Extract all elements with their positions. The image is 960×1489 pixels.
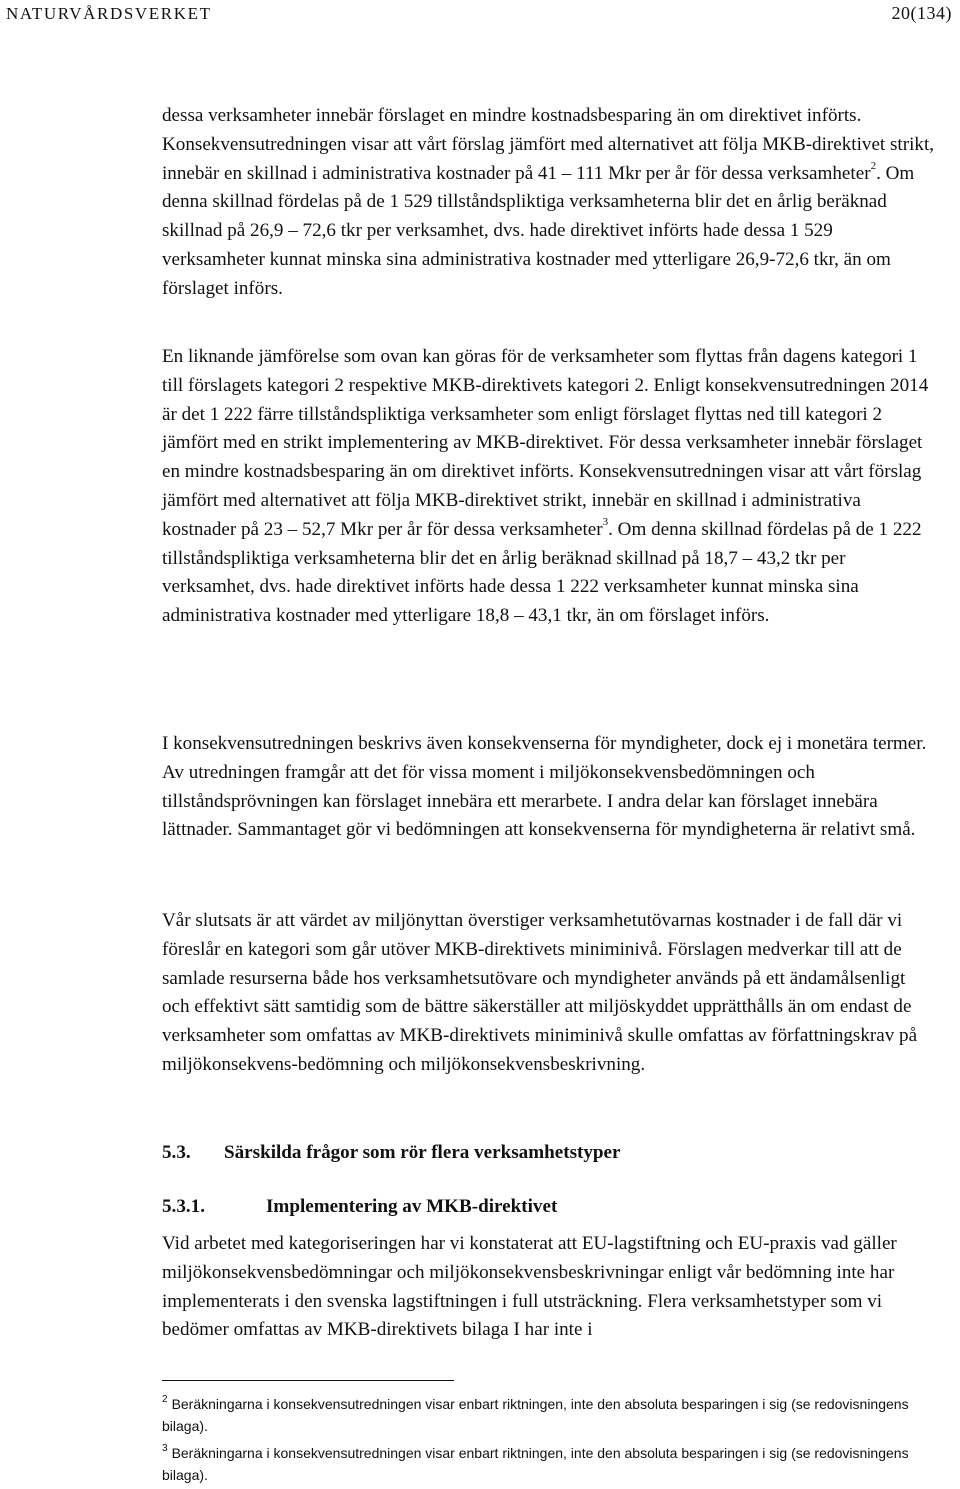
paragraph-text: En liknande jämförelse som ovan kan göras för de verksamheter som flyttas från dagens kategori 1 till förslagets kategori 2 respektive MKB-direktivets kategori 2. Enligt konsekvensutredningen 2014 är det 1 222 färre tillståndspliktiga verksamheter som enligt förslaget flyttas ned till kategori 2 jämfört med en strikt implementering av MKB-direktivet. För dessa verksamheter innebär förslaget en mindre kostnadsbesparing än om direktivet införts. Konsekvensutredningen visar att vårt förslag jämfört med alternativet att följa MKB-direktivet strikt, innebär en skillnad i administrativa kostnader på 23 – 52,7 Mkr per år för dessa verksamheter [162,346,929,540]
footnote-3 [162,1442,937,1486]
subsection-title: Implementering av MKB-direktivet [266,1196,558,1217]
agency-name: NATURVÅRDSVERKET [6,4,212,23]
paragraph-text: . Om denna skillnad fördelas på de 1 529 tillståndspliktiga verksamheterna blir det en årlig beräknad skillnad på 26,9 – 72,6 tkr per verksamhet, dvs. hade direktivet införts hade dessa 1 529 verksamheter kunnat minska sina administrativa kostnader med ytterligare 26,9-72,6 tkr, än om förslaget införs. [162,162,915,299]
paragraph-text: dessa verksamheter innebär förslaget en mindre kostnadsbesparing än om direktivet införts. Konsekvensutredningen visar att vårt förslag jämfört med alternativet att följa MKB-direktivet strikt, innebär en skillnad i administrativa kostnader på 41 – 111 Mkr per år för dessa verksamheter [162,105,935,184]
subsection-number: 5.3.1. [162,1196,205,1217]
paragraph-text: . Om denna skillnad fördelas på de 1 222 tillståndspliktiga verksamheterna blir det en årlig beräknad skillnad på 18,7 – 43,2 tkr per verksamhet, dvs. hade direktivet införts hade dessa 1 222 verksamheter kunnat minska sina administrativa kostnader med ytterligare 18,8 – 43,1 tkr, än om förslaget införs. [162,518,922,627]
section-heading [162,1139,620,1167]
paragraph-implementation: Vid arbetet med kategoriseringen har vi konstaterat att EU-lagstiftning och EU-praxis vad gäller miljökonsekvensbedömningar och miljökonsekvensbeskrivningar enligt vår bedömning inte har implementerats i den svenska lagstiftningen i full utsträckning. Flera verksamhetstyper som vi bedömer omfattas av MKB-direktivets bilaga I har inte i [162,1233,897,1341]
paragraph-conclusion: Vår slutsats är att värdet av miljönyttan överstiger verksamhetutövarnas kostnader i de fall där vi föreslår en kategori som går utöver MKB-direktivets miniminivå. Förslagen medverkar till att de samlade resurserna både hos verksamhetsutövare och myndigheter används på ett ändamålsenligt och effektivt sätt samtidig som de bättre säkerställer att miljöskyddet upprätthålls än om endast de verksamheter som omfattas av MKB-direktivets miniminivå skulle omfattas av författningskrav på miljökonsekvens-bedömning och miljökonsekvensbeskrivning. [162,910,918,1075]
paragraph-authority-consequences: I konsekvensutredningen beskrivs även konsekvenserna för myndigheter, dock ej i monetära termer. Av utredningen framgår att det för vissa moment i miljökonsekvensbedömningen och tillståndsprövningen kan förslaget innebära ett merarbete. I andra delar kan förslaget innebära lättnader. Sammantaget gör vi bedömningen att konsekvenserna för myndigheterna är relativt små. [162,733,927,841]
subsection-heading [162,1193,557,1221]
section-number: 5.3. [162,1142,191,1163]
footnote-reference[interactable]: 2 [870,160,877,173]
page-header [0,0,960,30]
footnote-reference[interactable]: 3 [602,516,609,529]
footnote-marker: 3 [162,1443,168,1455]
paragraph-cost-comparison [162,102,937,304]
footnote-2 [162,1393,937,1437]
section-title: Särskilda frågor som rör flera verksamhetstyper [224,1142,621,1163]
footnote-marker: 2 [162,1394,168,1406]
paragraph-category-comparison [162,343,937,631]
footnote-text: Beräkningarna i konsekvensutredningen visar enbart riktningen, inte den absoluta besparingen i sig (se redovisningens bilaga). [162,1396,909,1434]
footnote-separator [162,1380,454,1381]
footnote-text: Beräkningarna i konsekvensutredningen visar enbart riktningen, inte den absoluta besparingen i sig (se redovisningens bilaga). [162,1445,909,1483]
page-number: 20(134) [891,3,952,23]
